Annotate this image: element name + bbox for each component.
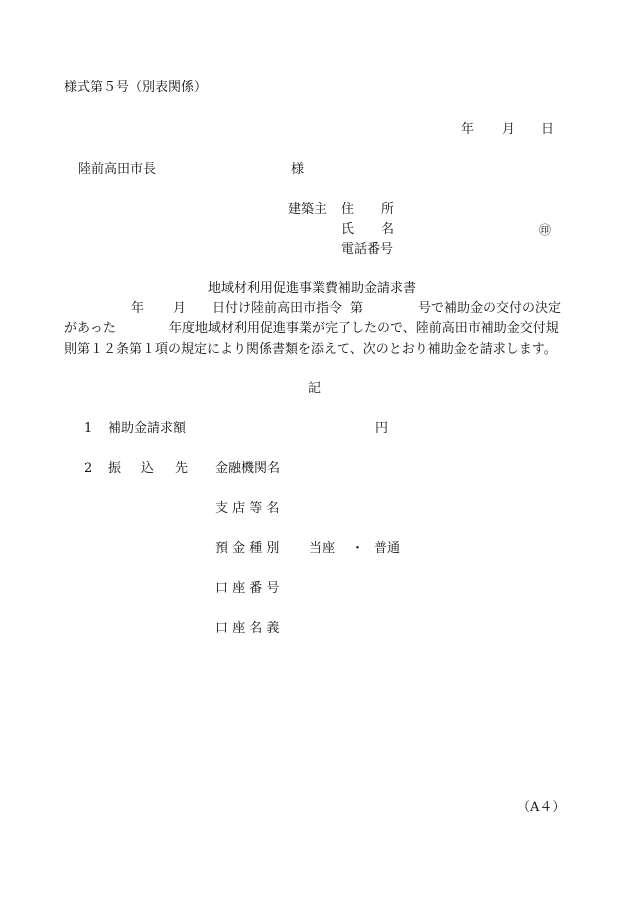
body-l2-end: 年度地域材利用促進事業が完了したので、陸前高田市補助金交付規	[169, 321, 559, 336]
date-day: 日	[541, 122, 555, 137]
body-l3: 則第１２条第１項の規定により関係書類を添えて、次のとおり補助金を請求します。	[64, 342, 557, 357]
document-title: 地域材利用促進事業費補助金請求書	[208, 281, 417, 296]
bank-name-label: 金融機関名	[215, 461, 281, 476]
item2-number: 2	[84, 461, 93, 476]
name-label-2: 名	[381, 222, 395, 237]
item1-unit: 円	[375, 421, 389, 436]
item2-label-3: 先	[175, 461, 189, 476]
address-label-1: 住	[341, 202, 355, 217]
account-type-label: 預 金 種 別	[215, 541, 280, 556]
account-type-option-current: 当座	[309, 541, 336, 556]
account-holder-label: 口 座 名 義	[215, 621, 280, 636]
paper-size-note: （A４）	[517, 800, 566, 815]
item2-label-2: 込	[141, 461, 155, 476]
name-label-1: 氏	[341, 222, 355, 237]
applicant-role: 建築主	[288, 202, 328, 217]
ki-heading: 記	[308, 381, 322, 396]
date-month: 月	[502, 122, 516, 137]
address-label-2: 所	[381, 202, 395, 217]
item2-label-1: 振	[108, 461, 122, 476]
body-l1-year: 年	[131, 301, 145, 316]
date-year: 年	[461, 122, 475, 137]
body-l1-month: 月	[173, 301, 187, 316]
form-label: 様式第５号（別表関係）	[64, 80, 208, 95]
body-l1-dai: 第	[350, 301, 364, 316]
body-l1-text: 日付け陸前高田市指令	[212, 301, 343, 316]
addressee-name: 陸前高田市長	[78, 162, 157, 177]
branch-label: 支 店 等 名	[215, 501, 280, 516]
account-type-option-ordinary: 普通	[374, 541, 401, 556]
account-type-separator: ・	[351, 541, 365, 556]
addressee-honorific: 様	[291, 162, 305, 177]
body-l2-start: があった	[64, 321, 116, 336]
account-number-label: 口 座 番 号	[215, 581, 280, 596]
body-l1-end: 号で補助金の交付の決定	[418, 301, 562, 316]
seal-mark: ㊞	[539, 223, 552, 237]
item1-label: 補助金請求額	[108, 421, 187, 436]
item1-number: 1	[84, 421, 93, 436]
phone-label: 電話番号	[341, 242, 394, 257]
